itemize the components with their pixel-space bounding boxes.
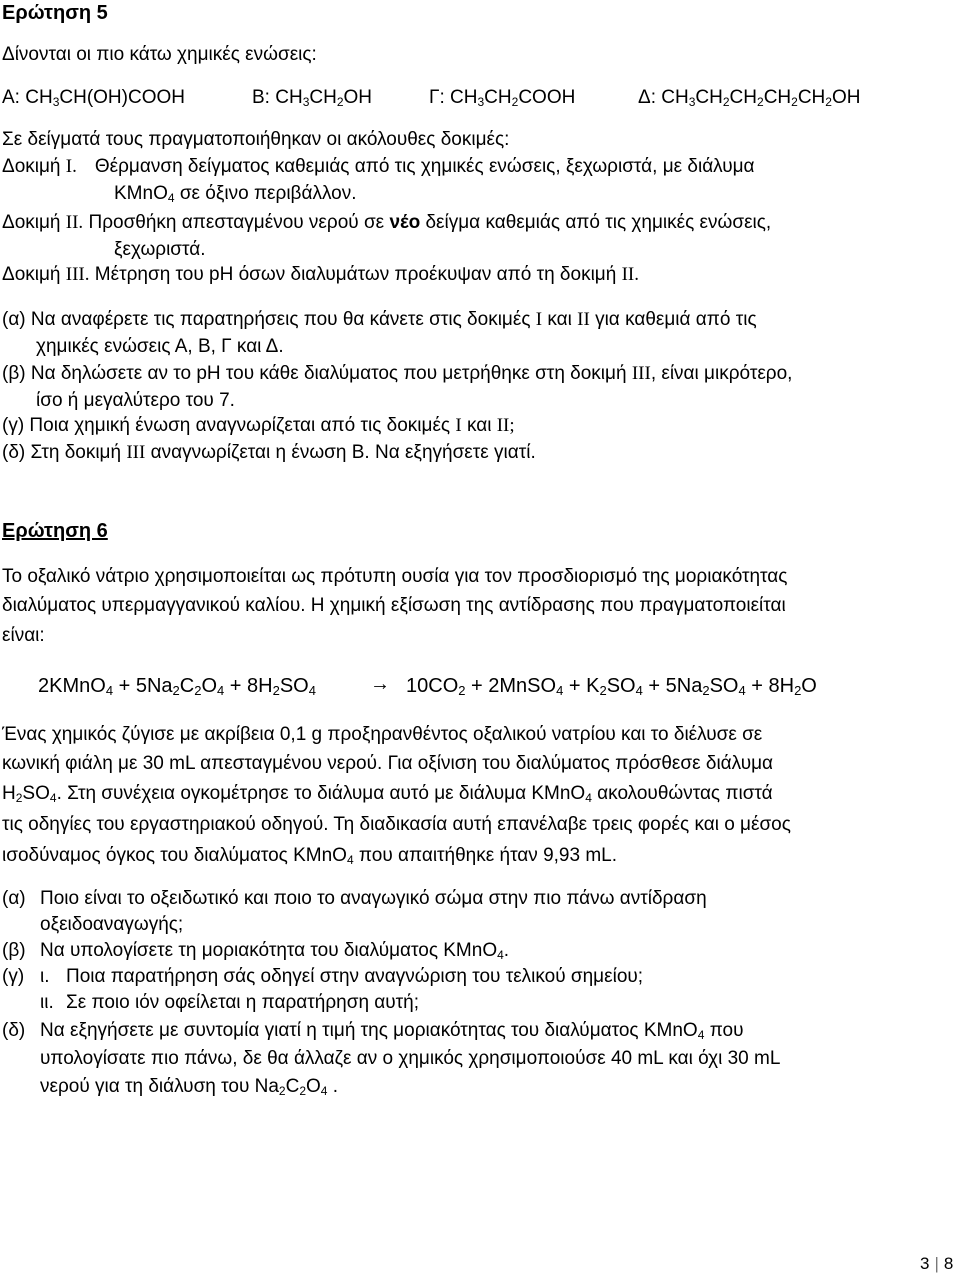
- compound-c: Γ: $CH_3CH_2COOH$: [429, 87, 576, 109]
- page-number-footer: [920, 1255, 953, 1272]
- test-1-cont: KMnO$_4$ σε όξινο περιβάλλον.: [114, 183, 357, 205]
- p2-line-2: κωνική φιάλη με 30 mL απεσταγμένου νερού. Για οξίνιση του διαλύματος πρόσθεσε διάλυμα: [2, 753, 774, 774]
- question-a: (α) Να αναφέρετε τις παρατηρήσεις που θα κάνετε στις δοκιμές Ι και ΙΙ για καθεμιά από τις: [2, 309, 757, 330]
- page-total: 8: [943, 1254, 954, 1273]
- p1-line-1: Το οξαλικό νάτριο χρησιμοποιείται ως πρότυπη ουσία για τον προσδιορισμό της μοριακότητας: [2, 566, 788, 587]
- chemical-equation-left: 2KMnO$_4$ + $5Na_2C_2O_4 + 8H_2SO_4$: [38, 675, 316, 698]
- subq-c-ii-text: Σε ποιο ιόν οφείλεται η παρατήρηση αυτή;: [66, 992, 420, 1013]
- page-number: 3: [920, 1254, 930, 1273]
- test-3: Δοκιμή ΙΙΙ. Μέτρηση του pH όσων διαλυμάτων προέκυψαν από τη δοκιμή ΙΙ.: [2, 264, 640, 285]
- subq-a-line-1: Ποιο είναι το οξειδωτικό και ποιο το αναγωγικό σώμα στην πιο πάνω αντίδραση: [40, 888, 707, 909]
- p2-line-5: ισοδύναμος όγκος του διαλύματος KMnO$_4$ που απαιτήθηκε ήταν 9,93 mL.: [2, 845, 617, 867]
- reaction-arrow: →: [370, 673, 390, 695]
- subq-d-line-3: νερού για τη διάλυση του $Na_2C_2O_4$ .: [40, 1076, 339, 1098]
- compound-a: Α: $CH_3CH(OH)COOH$: [2, 87, 185, 109]
- question-b-cont: ίσο ή μεγαλύτερο του 7.: [36, 390, 235, 411]
- subq-a-label: (α): [2, 888, 26, 909]
- subq-c-i-text: Ποια παρατήρηση σάς οδηγεί στην αναγνώριση του τελικού σημείου;: [66, 966, 644, 987]
- subq-b-text: Να υπολογίσετε τη μοριακότητα του διαλύματος KMnO$_4$.: [40, 940, 510, 962]
- subq-c-label: (γ): [2, 966, 25, 987]
- p2-line-3: $H_2SO_4$. Στη συνέχεια ογκομέτρησε το διάλυμα αυτό με διάλυμα KMnO$_4$ ακολουθώντας πιστά: [2, 783, 773, 805]
- test-1: Δοκιμή Ι. Θέρμανση δείγματος καθεμιάς από τις χημικές ενώσεις, ξεχωριστά, με διάλυμα: [2, 156, 755, 177]
- p2-line-1: Ένας χημικός ζύγισε με ακρίβεια 0,1 g προξηρανθέντος οξαλικού νατρίου και το διέλυσε σε: [2, 724, 763, 745]
- question-c: (γ) Ποια χημική ένωση αναγνωρίζεται από τις δοκιμές Ι και ΙΙ;: [2, 415, 515, 436]
- question-b: (β) Να δηλώσετε αν το pH του κάθε διαλύματος που μετρήθηκε στη δοκιμή ΙΙΙ, είναι μικρότερο,: [2, 363, 793, 384]
- p1-line-2: διαλύματος υπερμαγγανικού καλίου. Η χημική εξίσωση της αντίδρασης που πραγματοποιείται: [2, 595, 786, 616]
- q5-intro: Δίνονται οι πιο κάτω χημικές ενώσεις:: [2, 44, 317, 65]
- compound-b: Β: $CH_3CH_2OH$: [252, 87, 373, 109]
- page-separator: |: [934, 1254, 939, 1273]
- question-d: (δ) Στη δοκιμή ΙΙΙ αναγνωρίζεται η ένωση Β. Να εξηγήσετε γιατί.: [2, 442, 536, 463]
- subq-a-line-2: οξειδοαναγωγής;: [40, 914, 184, 935]
- subq-d-line-2: υπολογίσατε πιο πάνω, δε θα άλλαζε αν ο χημικός χρησιμοποιούσε 40 mL και όχι 30 mL: [40, 1048, 781, 1069]
- subq-b-label: (β): [2, 940, 26, 961]
- subq-d-label: (δ): [2, 1020, 26, 1041]
- question-a-cont: χημικές ενώσεις Α, Β, Γ και Δ.: [36, 336, 284, 357]
- tests-intro: Σε δείγματά τους πραγματοποιήθηκαν οι ακόλουθες δοκιμές:: [2, 129, 510, 150]
- q5-title: Ερώτηση 5: [2, 2, 108, 24]
- p2-line-4: τις οδηγίες του εργαστηριακού οδηγού. Τη διαδικασία αυτή επανέλαβε τρεις φορές και ο μέσος: [2, 814, 791, 835]
- test-2: Δοκιμή ΙΙ. Προσθήκη απεσταγμένου νερού σε νέο δείγμα καθεμιάς από τις χημικές ενώσεις,: [2, 212, 772, 233]
- subq-c-i-label: ι.: [40, 966, 50, 987]
- q6-title: Ερώτηση 6: [2, 520, 108, 542]
- chemical-equation-right: $10CO_2$ + 2MnSO$_4$ + $K_2SO_4 + 5Na_2SO_4 + 8H_2O$: [406, 675, 817, 698]
- subq-d-line-1: Να εξηγήσετε με συντομία γιατί η τιμή της μοριακότητας του διαλύματος KMnO$_4$ που: [40, 1020, 744, 1042]
- test-2-cont: ξεχωριστά.: [114, 239, 206, 260]
- p1-line-3: είναι:: [2, 625, 45, 646]
- compound-d: Δ: $CH_3CH_2CH_2CH_2CH_2OH$: [638, 87, 861, 109]
- subq-c-ii-label: ιι.: [40, 992, 54, 1013]
